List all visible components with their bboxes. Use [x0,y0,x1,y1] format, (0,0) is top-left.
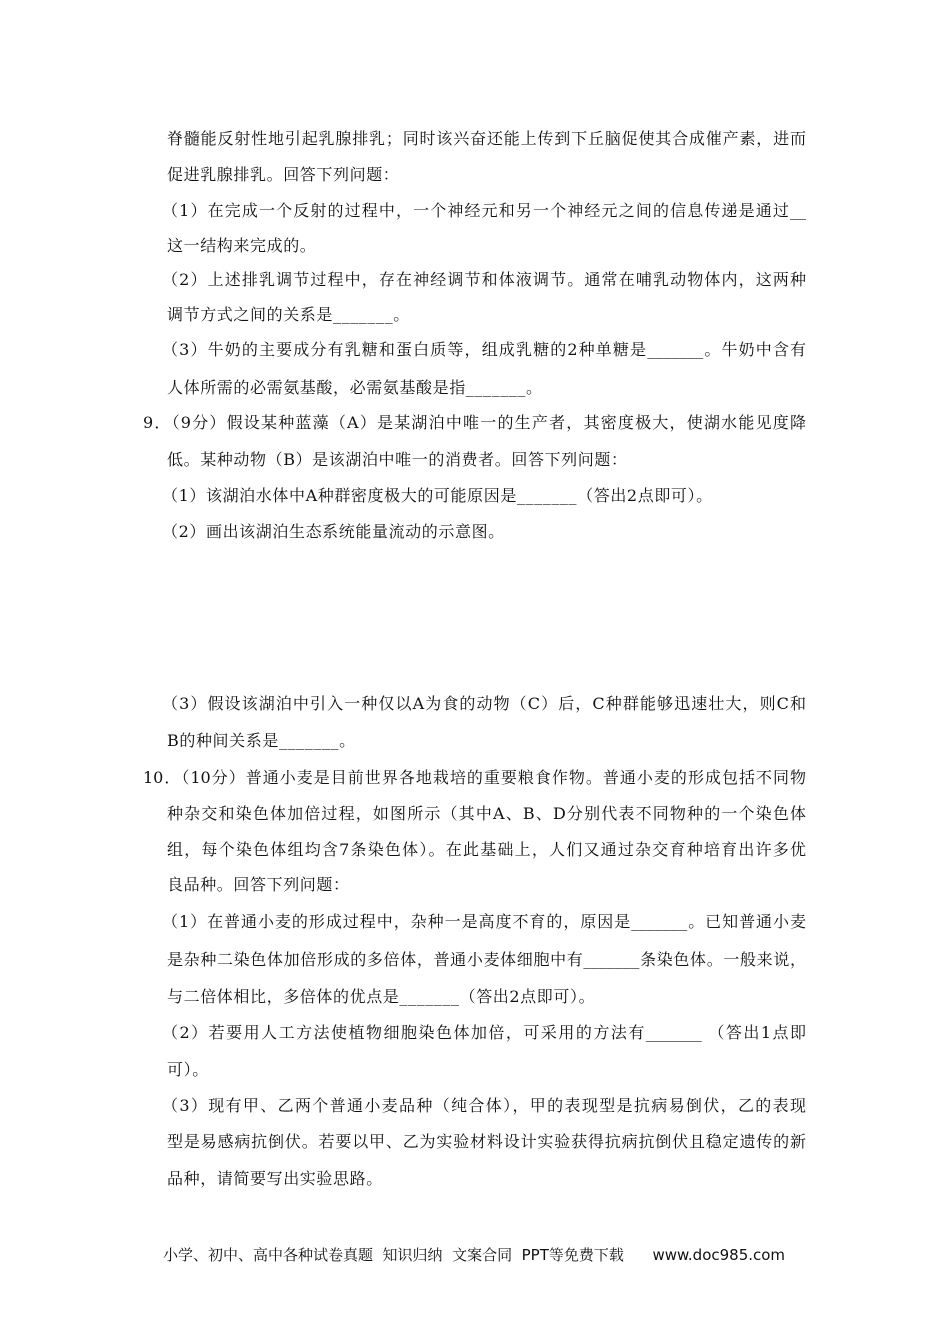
question-10-2: （2）若要用人工方法使植物细胞染色体加倍，可采用的方法有_______ （答出1点即 [162,1023,806,1042]
text-line: 调节方式之间的关系是_______。 [167,305,410,324]
text-line: 种杂交和染色体加倍过程，如图所示（其中A、B、D分别代表不同物种的一个染色体 [167,804,806,823]
page-footer: 小学、初中、高中各种试卷真题 知识归纳 文案合同 PPT等免费下载 www.doc985.com [163,1246,786,1264]
text-line: 是杂种二染色体加倍形成的多倍体，普通小麦体细胞中有_______条染色体。一般来说， [167,950,806,969]
text-line: 组，每个染色体组均含7条染色体）。在此基础上，人们又通过杂交育种培育出许多优 [167,840,806,859]
text-line: 这一结构来完成的。 [167,236,317,255]
text-line: 促进乳腺排乳。回答下列问题： [167,165,400,184]
question-8-2: （2）上述排乳调节过程中，存在神经调节和体液调节。通常在哺乳动物体内，这两种 [162,270,806,289]
question-10: 10．（10分）普通小麦是目前世界各地栽培的重要粮食作物。普通小麦的形成包括不同物 [143,768,806,787]
text-line: 型是易感病抗倒伏。若要以甲、乙为实验材料设计实验获得抗病抗倒伏且稳定遗传的新 [167,1132,806,1151]
question-10-3: （3）现有甲、乙两个普通小麦品种（纯合体），甲的表现型是抗病易倒伏，乙的表现 [162,1096,806,1115]
question-8-1: （1）在完成一个反射的过程中，一个神经元和另一个神经元之间的信息传递是通过__ [162,201,806,220]
text-line: 低。某种动物（B）是该湖泊中唯一的消费者。回答下列问题： [167,450,628,469]
text-line: 品种，请简要写出实验思路。 [167,1169,383,1188]
text-line: B的种间关系是_______。 [167,731,356,750]
question-9-3: （3）假设该湖泊中引入一种仅以A为食的动物（C）后，C种群能够迅速壮大，则C和 [162,694,806,713]
question-10-1: （1）在普通小麦的形成过程中，杂种一是高度不育的，原因是_______。已知普通小麦 [162,912,806,931]
question-8-3: （3）牛奶的主要成分有乳糖和蛋白质等，组成乳糖的2种单糖是_______。牛奶中含有 [162,340,806,359]
text-line: 人体所需的必需氨基酸，必需氨基酸是指_______。 [167,378,543,397]
text-line: 可）。 [167,1060,209,1079]
text-line: 与二倍体相比，多倍体的优点是_______（答出2点即可）。 [167,987,596,1006]
question-9-1: （1）该湖泊水体中A种群密度极大的可能原因是_______（答出2点即可）。 [162,486,713,505]
question-9: 9．（9分）假设某种蓝藻（A）是某湖泊中唯一的生产者，其密度极大，使湖水能见度降 [143,413,806,432]
text-line: 脊髓能反射性地引起乳腺排乳；同时该兴奋还能上传到下丘脑促使其合成催产素，进而 [167,129,806,148]
text-line: 良品种。回答下列问题： [167,875,350,894]
question-9-2: （2）画出该湖泊生态系统能量流动的示意图。 [162,522,505,541]
